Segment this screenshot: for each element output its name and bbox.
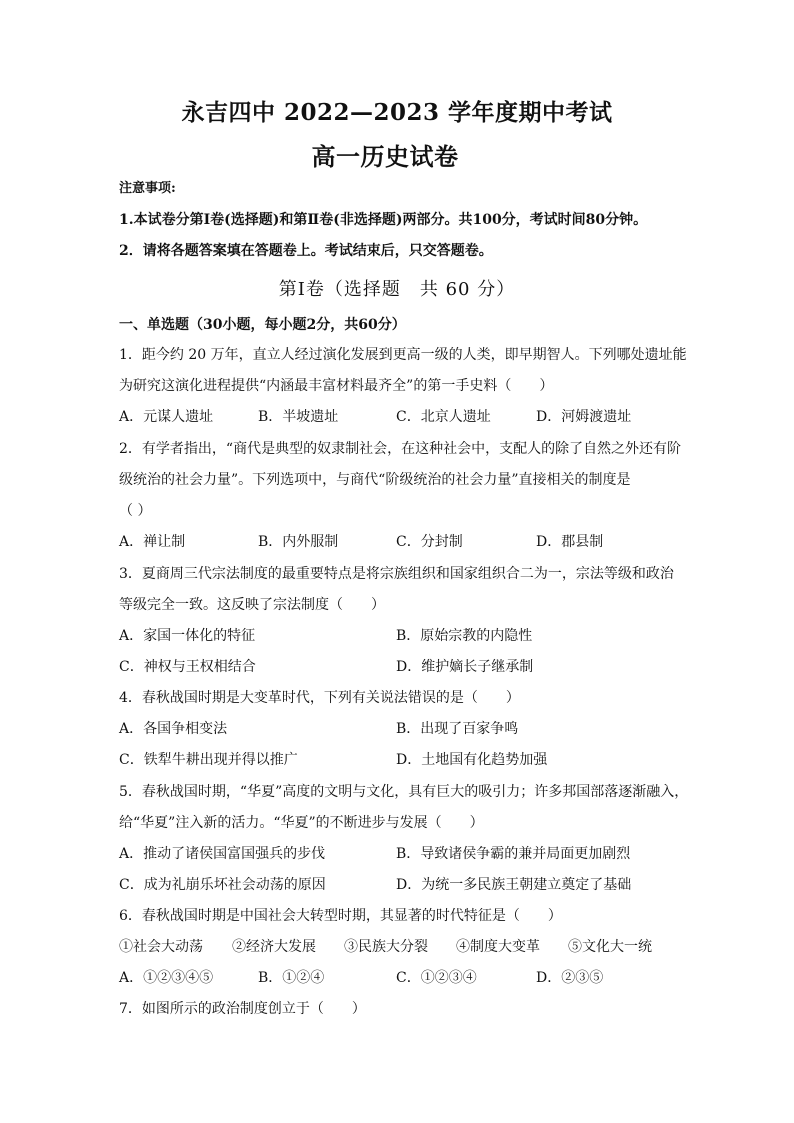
notes-heading: 注意事项:: [119, 181, 176, 196]
question-2-line: （ ）: [119, 503, 152, 519]
question-6-statement: ④制度大变革: [456, 939, 540, 955]
question-6-option-a: A．①②③④⑤: [119, 970, 214, 986]
question-5-option-b: B．导致诸侯争霸的兼并局面更加剧烈: [396, 846, 631, 862]
question-2-option-c: C．分封制: [396, 534, 463, 550]
question-6-statement: ①社会大动荡: [119, 939, 203, 955]
question-4-option-c: C．铁犁牛耕出现并得以推广: [119, 752, 298, 768]
question-3-option-a: A．家国一体化的特征: [119, 628, 256, 644]
question-6-option-b: B．①②④: [258, 970, 325, 986]
section-title: 第Ⅰ卷（选择题 共 60 分）: [278, 279, 516, 300]
question-2-option-d: D．郡县制: [536, 534, 604, 550]
question-3-line: 等级完全一致。这反映了宗法制度（ ）: [119, 597, 385, 613]
notes-item: 1.本试卷分第Ⅰ卷(选择题)和第Ⅱ卷(非选择题)两部分。共100分，考试时间80分钟。: [119, 212, 648, 228]
question-1-option-d: D．河姆渡遗址: [536, 409, 632, 425]
question-5-line: 5．春秋战国时期，“华夏”高度的文明与文化，具有巨大的吸引力；许多邦国部落逐渐融入，: [119, 784, 689, 800]
question-1-line: 1．距今约 20 万年，直立人经过演化发展到更高一级的人类，即早期智人。下列哪处遗址能: [119, 347, 687, 363]
question-6-statement: ⑤文化大一统: [568, 939, 652, 955]
question-4-option-b: B．出现了百家争鸣: [396, 721, 519, 737]
question-5-option-a: A．推动了诸侯国富国强兵的步伐: [119, 846, 326, 862]
question-4-option-d: D．土地国有化趋势加强: [396, 752, 548, 768]
question-6-line: 6．春秋战国时期是中国社会大转型时期，其显著的时代特征是（ ）: [119, 908, 562, 924]
question-1-option-a: A．元谋人遗址: [119, 409, 214, 425]
question-6-option-d: D．②③⑤: [536, 970, 604, 986]
question-2-option-a: A．禅让制: [119, 534, 186, 550]
question-3-option-c: C．神权与王权相结合: [119, 659, 256, 675]
question-1-option-c: C．北京人遗址: [396, 409, 491, 425]
question-1-line: 为研究这演化进程提供“内涵最丰富材料最齐全”的第一手史料（ ）: [119, 378, 554, 394]
question-6-statement: ③民族大分裂: [344, 939, 428, 955]
question-4-option-a: A．各国争相变法: [119, 721, 228, 737]
question-1-option-b: B．半坡遗址: [258, 409, 339, 425]
part-label: 一、单选题（30小题，每小题2分，共60分）: [119, 317, 406, 333]
question-6-statement: ②经济大发展: [232, 939, 316, 955]
question-5-option-c: C．成为礼崩乐坏社会动荡的原因: [119, 877, 326, 893]
exam-title: 永吉四中 2022—2023 学年度期中考试: [181, 99, 613, 126]
question-2-line: 2．有学者指出，“商代是典型的奴隶制社会，在这种社会中，支配人的除了自然之外还有阶: [119, 441, 682, 457]
question-5-line: 给“华夏”注入新的活力。“华夏”的不断进步与发展（ ）: [119, 815, 484, 831]
exam-subtitle: 高一历史试卷: [311, 142, 459, 171]
question-5-option-d: D．为统一多民族王朝建立奠定了基础: [396, 877, 632, 893]
question-7-line: 7．如图所示的政治制度创立于（ ）: [119, 1001, 366, 1017]
question-3-option-d: D．维护嫡长子继承制: [396, 659, 534, 675]
question-2-line: 级统治的社会力量”。下列选项中，与商代“阶级统治的社会力量”直接相关的制度是: [119, 472, 631, 488]
question-2-option-b: B．内外服制: [258, 534, 339, 550]
question-4-line: 4．春秋战国时期是大变革时代，下列有关说法错误的是（ ）: [119, 690, 520, 706]
question-6-option-c: C．①②③④: [396, 970, 477, 986]
notes-item: 2．请将各题答案填在答题卷上。考试结束后，只交答题卷。: [119, 243, 493, 259]
question-3-option-b: B．原始宗教的内隐性: [396, 628, 533, 644]
question-3-line: 3．夏商周三代宗法制度的最重要特点是将宗族组织和国家组织合二为一，宗法等级和政治: [119, 566, 674, 582]
